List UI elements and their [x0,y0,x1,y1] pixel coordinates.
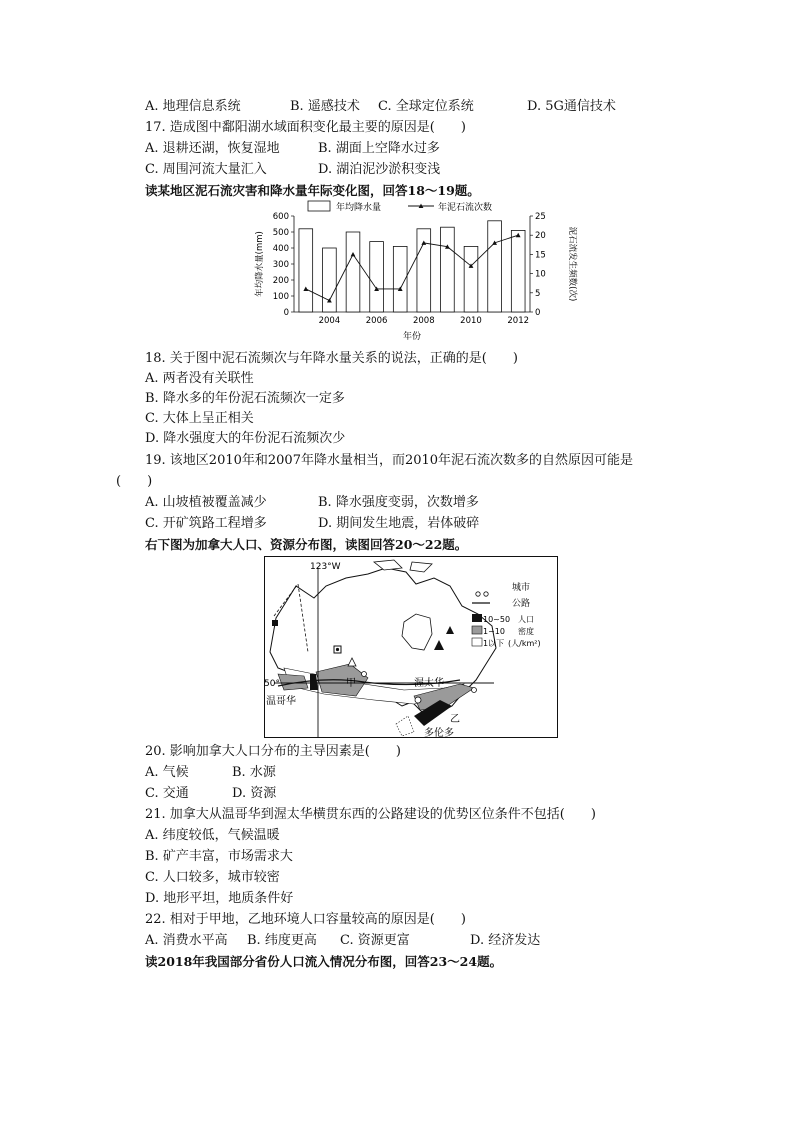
precip-bar [511,230,525,312]
q22-option-a: A. 消费水平高 [145,933,228,948]
q21-stem: 21. 加拿大从温哥华到渥太华横贯东西的公路建设的优势区位条件不包括( ) [145,807,596,822]
y2-tick-label: 10 [535,269,546,280]
precip-bar [488,221,502,312]
city-marker [472,688,477,693]
q20-stem: 20. 影响加拿大人口分布的主导因素是( ) [145,744,401,759]
q19-stem: 19. 该地区2010年和2007年降水量相当，而2010年泥石流次数多的自然原因可能是 [145,453,634,468]
legend-mid-swatch [472,626,482,634]
legend-city-icon [476,592,480,596]
q18-option-d: D. 降水强度大的年份泥石流频次少 [145,431,346,446]
legend-bar-label: 年均降水量 [336,203,382,213]
intro-18-19: 读某地区泥石流灾害和降水量年际变化图，回答18～19题。 [145,183,480,198]
q19-option-a: A. 山坡植被覆盖减少 [145,495,267,510]
legend-density-1: 人口 [518,615,534,624]
ottawa-label: 渥太华 [414,678,444,689]
q21-option-d: D. 地形平坦，地质条件好 [145,891,294,906]
q20-option-b: B. 水源 [232,765,276,780]
y-tick-label: 0 [283,308,289,318]
resource-symbol-dot [336,648,339,651]
legend-high-swatch [472,614,482,622]
x-axis-title: 年份 [402,332,422,342]
q17-stem: 17. 造成图中鄱阳湖水域面积变化最主要的原因是( ) [145,120,466,135]
y2-axis-title: 泥石流发生频数(次) [567,226,577,302]
resource-symbol-square [272,620,278,626]
y2-tick-label: 15 [535,250,546,261]
legend-class-mid: 1~10 [483,627,505,636]
q20-option-c: C. 交通 [145,786,189,801]
q19-option-b: B. 降水强度变弱，次数增多 [318,495,479,510]
q20-option-d: D. 资源 [232,786,277,801]
y2-tick-label: 20 [535,231,546,242]
y-tick-label: 500 [272,228,289,238]
toronto-label: 多伦多 [424,728,454,738]
jia-label: 甲 [346,678,356,689]
meridian-label: 123°W [310,562,341,572]
canada-map [264,556,558,738]
x-tick-label: 2010 [460,316,482,326]
q18-option-a: A. 两者没有关联性 [145,371,254,386]
y-tick-label: 100 [272,292,289,302]
precip-bar [346,232,360,312]
precipitation-debris-flow-chart [250,196,580,346]
precip-bar [299,229,313,312]
q18-option-c: C. 大体上呈正相关 [145,411,254,426]
legend-density-3: (人/km²) [508,639,541,648]
q21-option-b: B. 矿产丰富，市场需求大 [145,849,293,864]
q19-stem-answer-bracket: ( ) [116,474,153,489]
precip-bar [464,246,478,312]
legend-density-2: 密度 [518,627,534,636]
q22-option-b: B. 纬度更高 [247,933,317,948]
legend-bar-swatch [308,201,330,211]
q22-option-d: D. 经济发达 [470,933,541,948]
q16-option-c: C. 全球定位系统 [378,99,474,114]
q16-option-a: A. 地理信息系统 [145,99,241,114]
y2-tick-label: 5 [535,288,541,299]
yi-label: 乙 [450,714,460,725]
precip-bar [441,227,455,312]
precip-bar [370,242,384,312]
q21-option-c: C. 人口较多，城市较密 [145,870,280,885]
legend-line-label: 年泥石流次数 [438,203,493,213]
q18-stem: 18. 关于图中泥石流频次与年降水量关系的说法，正确的是( ) [145,351,518,366]
q22-stem: 22. 相对于甲地，乙地环境人口容量较高的原因是( ) [145,912,466,927]
legend-city-icon [484,592,488,596]
x-tick-label: 2006 [365,316,388,326]
y-tick-label: 300 [272,260,289,270]
y2-tick-label: 0 [535,308,541,318]
q22-option-c: C. 资源更富 [340,933,410,948]
city-marker [362,672,367,677]
legend-road: 公路 [512,599,531,609]
legend-class-high: 10~50 [483,615,511,624]
city-marker [415,697,421,703]
legend-low-swatch [472,638,482,646]
x-tick-label: 2008 [412,316,435,326]
y-axis-title: 年均降水量(mm) [255,231,265,297]
vancouver-label: 温哥华 [266,696,296,707]
debris-flow-line [306,235,518,300]
q17-option-c: C. 周围河流大量汇入 [145,162,267,177]
y-tick-label: 400 [272,244,289,254]
q19-option-c: C. 开矿筑路工程增多 [145,516,267,531]
y-tick-label: 200 [272,276,289,286]
parallel-label: 50° [264,679,280,689]
q19-option-d: D. 期间发生地震，岩体破碎 [318,516,480,531]
q20-option-a: A. 气候 [145,765,189,780]
q17-option-b: B. 湖面上空降水过多 [318,141,440,156]
q18-option-b: B. 降水多的年份泥石流频次一定多 [145,391,345,406]
q16-option-b: B. 遥感技术 [290,99,360,114]
legend-class-low: 1以下 [483,639,505,648]
q17-option-d: D. 湖泊泥沙淤积变浅 [318,162,441,177]
q21-option-a: A. 纬度较低，气候温暖 [145,828,280,843]
y2-tick-label: 25 [535,212,546,222]
x-tick-label: 2012 [507,316,530,326]
intro-20-22: 右下图为加拿大人口、资源分布图，读图回答20～22题。 [145,537,468,552]
q17-option-a: A. 退耕还湖，恢复湿地 [145,141,280,156]
y-tick-label: 600 [272,212,289,222]
legend-city: 城市 [512,583,531,593]
intro-23-24: 读2018年我国部分省份人口流入情况分布图，回答23～24题。 [145,954,503,969]
q16-option-d: D. 5G通信技术 [527,99,616,114]
x-tick-label: 2004 [318,316,341,326]
